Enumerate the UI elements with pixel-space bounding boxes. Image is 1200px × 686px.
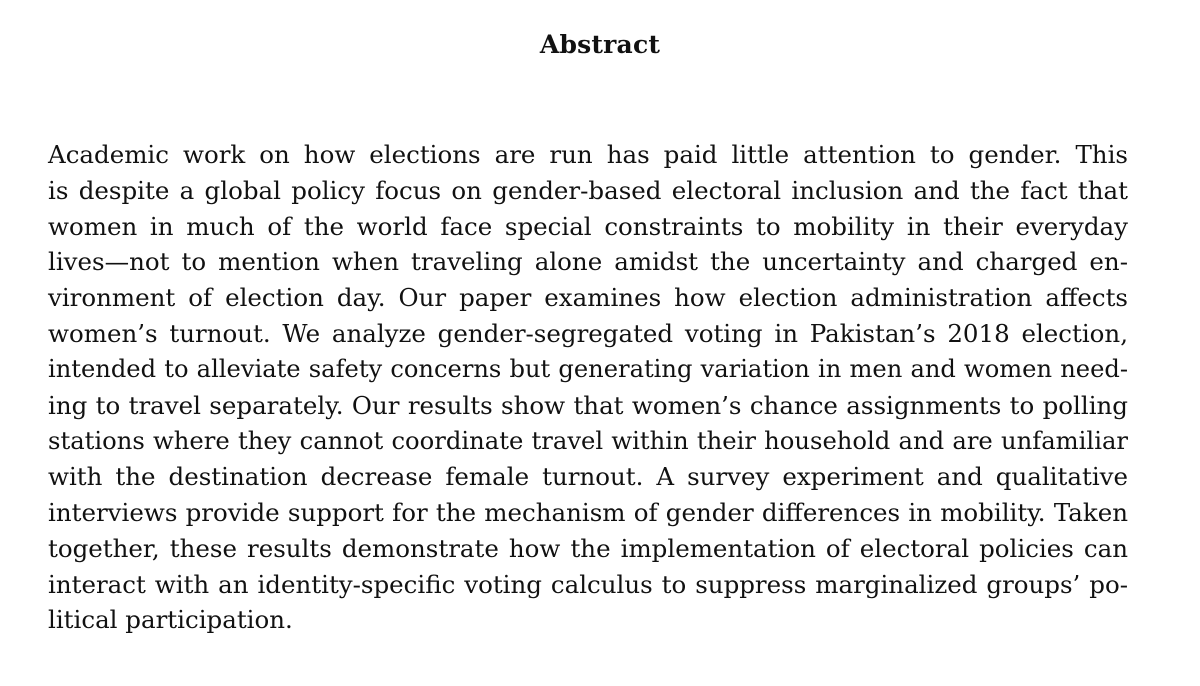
abstract-line: is despite a global policy focus on gender-based electoral inclusion and the fact that [48,175,1128,205]
abstract-line: interviews provide support for the mechanism of gender differences in mobility. Taken [48,497,1128,527]
abstract-line: stations where they cannot coordinate travel within their household and are unfamiliar [48,426,1128,456]
abstract-line: ing to travel separately. Our results show that women’s chance assignments to polling [48,390,1128,420]
abstract-line: vironment of election day. Our paper examines how election administration affects [48,283,1128,313]
abstract-line: women in much of the world face special constraints to mobility in their everyday [48,211,1128,241]
abstract-line: women’s turnout. We analyze gender-segregated voting in Pakistan’s 2018 election, [48,318,1128,348]
abstract-line: with the destination decrease female turnout. A survey experiment and qualitative [48,462,1128,492]
abstract-line: intended to alleviate safety concerns but generating variation in men and women need- [48,354,1128,383]
abstract-line: lives—not to mention when traveling alone amidst the uncertainty and charged en- [48,247,1128,277]
abstract-heading: Abstract [539,30,661,59]
abstract-line: interact with an identity-specific voting calculus to suppress marginalized groups’ po- [48,569,1128,599]
abstract-line: litical participation. [48,605,293,635]
abstract-body [48,137,1128,638]
abstract-line: Academic work on how elections are run has paid little attention to gender. This [48,140,1128,169]
abstract-line: together, these results demonstrate how the implementation of electoral policies can [48,533,1128,563]
